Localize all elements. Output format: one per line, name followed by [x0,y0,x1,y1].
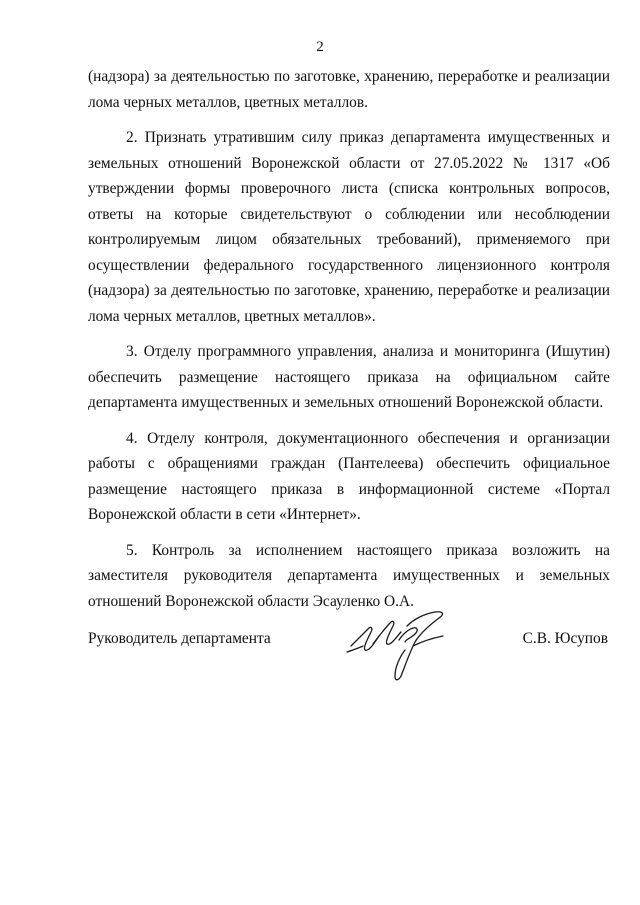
document-body [88,64,610,624]
paragraph-item-4: 4. Отделу контроля, документационного обеспечения и организации работы с обращениями граждан (Пантелеева) обеспечить официальное размещение настоящего приказа в информационной системе «Портал Воронежской области в сети «Интернет». [88,429,610,523]
signer-name: С.В. Юсупов [522,630,608,647]
page-number: 2 [316,39,324,55]
paragraph-item-3: 3. Отделу программного управления, анализа и мониторинга (Ишутин) обеспечить размещение настоящего приказа на официальном сайте департамента имущественных и земельных отношений Воронежской области. [88,343,610,411]
paragraph-item-2: 2. Признать утратившим силу приказ департамента имущественных и земельных отношений Воронежской области от 27.05.2022 № 1317 «Об утверждении формы проверочного листа (списка контрольных вопросов, ответы на которые свидетельствуют о соблюдении или несоблюдении контролируемым лицом обязательных требований), применяемого при осуществлении федерального государственного лицензионного контроля (надзора) за деятельностью по заготовке, хранению, переработке и реализации лома черных металлов, цветных металлов». [88,129,610,325]
paragraph-continuation: (надзора) за деятельностью по заготовке, хранению, переработке и реализации лома черных металлов, цветных металлов. [88,68,610,111]
paragraph-item-5: 5. Контроль за исполнением настоящего приказа возложить на заместителя руководителя департамента имущественных и земельных отношений Воронежской области Эсауленко О.А. [88,541,610,610]
signature-block [88,628,608,688]
handwritten-signature-icon [343,606,463,686]
signer-title: Руководитель департамента [88,630,271,647]
